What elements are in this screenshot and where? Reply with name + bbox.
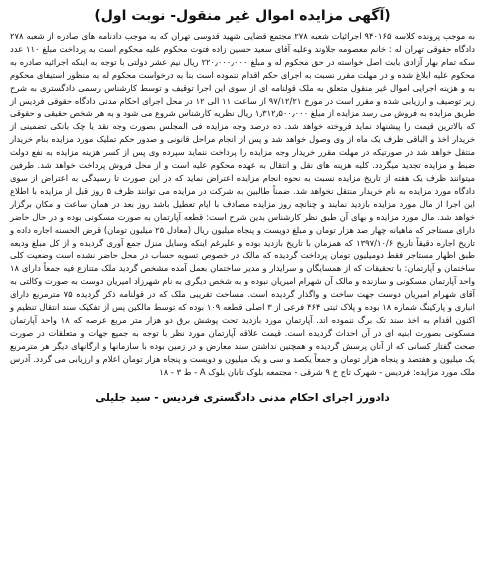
notice-body: به موجب پرونده کلاسه ۹۴۰۱۶۵ اجرائیات شعبه ۲۷۸ مجتمع قضایی شهید قدوسی تهران که به موجب دادنامه های صادره از شعبه ۲۷۸ دادگاه حقوقی تهران له : خانم معصومه جلاوند وعلیه آقای سعید حسین زاده فتوت محکوم علیه محکوم است به پرداخت مبلغ ۱۱۰ عدد سکه تمام بهار آزادی بابت اصل خواسته در حق محکوم له و مبلغ ۲۲۰٫۰۰۰٫۰۰۰ ریال نیم عشر دولتی با توجه به اینکه اجرائیه صادره به محکوم علیه ابلاغ شده و در مهلت مقرر نسبت به اجرای حکم اقدام ننموده است بنا به درخواست محکوم له به منظور استیفای محکوم به و هزینه اجرایی اموال غیر منقول متعلق به ملک قولنامه ای از سوی این اجرا توقیف و توسط کارشناس رسمی دادگستری به شرح زیر توصیف و ارزیابی شده و مقرر است در مورخ ۹۷/۱۲/۲۱ از ساعت ۱۱ الی ۱۲ در محل اجرای احکام مدنی دادگاه حقوقی فردیس از طریق مزایده به فروش می رسد مزایده از مبلغ ۱٫۳۱۲٫۵۰۰٫۰۰۰ ریال نظریه کارشناس شروع می شود و به هر شخص حقیقی و حقوقی که بالاترین قیمت را پیشنهاد نماید فروخته خواهد شد. ده درصد وجه مزایده فی المجلس بصورت وجه نقد یا چک بانکی تضمینی از خریدار اخذ و الباقی ظرف یک ماه از وی وصول خواهد شد و پس از انجام مراحل قانونی و صدور حکم تملیک مورد مزایده بنام خریدار منتقل خواهد شد در صورتیکه در مهلت مقرر خریدار وجه مزایده را پرداخت ننماید سپرده وی پس از کسر هزینه مزایده به نفع دولت ضبط و مزایده تجدید میگردد. کلیه هزینه های نقل و انتقال به عهده محکوم علیه است و از محل فروش پرداخت خواهد شد. طرفین میتوانند ظرف یک هفته از تاریخ مزایده نسبت به نحوه انجام مزایده اعتراض نماید که در این صورت تا رسیدگی به اعتراض از سوی دادگاه مورد مزایده به نام خریدار منتقل نخواهد شد. ضمناً طالبین به شرکت در مزایده می توانند ظرف ۵ روز قبل از مزایده با اطلاع این اجرا از مال مورد مزایده بازدید نمایند و چنانچه روز مزایده مصادف با ایام تعطیل باشد روز بعد در همان ساعت و مکان برگزار خواهد شد. مال مورد مزایده و بهای آن طبق نظر کارشناس بدین شرح است: قطعه آپارتمان به صورت مسکونی بوده و در حال حاضر دارای مستاجر که ماهیانه چهار صد هزار تومان و مبلغ دویست و پنجاه میلیون ریال (معادل ۲۵ میلیون تومان) قرض الحسنه اجاره داده و تاریخ اجاره دقیقاً تاریخ ۱۳۹۷/۱۰/۶ که همزمان با تاریخ بازدید بوده و علیرغم اینکه وسایل منزل جمع آوری گردیده و از کل مبلغ ودیعه طبق اظهار مستاجر فقط دومیلیون تومان پرداخت گردیده که مالک در خصوص تسویه حساب در محل حاضر نشده است وضعیت کلی ساختمان و آپارتمان: با تحقیقات که از همسایگان و سرایدار و مدیر ساختمان بعمل آمده مشخص گردید ملک متنازع فیه جمعاً دارای ۱۸ واحد آپارتمان مسکونی و سازنده و مالک آن شهرام امیریان نبوده و به شخص دیگری به نام شهرزاد امیریان دوست به صورت وکالتی به آقای شهرام امیریان دوست جهت ساخت و واگذار گردیده است. مساحت تقریبی ملک که در قولنامه ذکر گردیده ۷۵ مترمربع دارای انباری و پارکینگ شماره ۱۸ بوده و پلاک ثبتی ۴۶۴ فرعی از ۳ اصلی قطعه ۱۰۹ بوده که توسط مالکین پس از تفکیک سند انتقال تنظیم و اکنون اقدام به اخذ سند تک برگ ننموده اند. آپارتمان مورد بازدید تحت پوشش برق دو هزار متر مربع عرصه که ۱۸ واحد آپارتمان مسکونی بصورت ابنیه ای در آن احداث گردیده است. قیمت علاقه آپارتمان مورد نظر با توجه به جمیع جهات و متعلقات در صورت صحت گفتار کسانی که از آنان پرسش گردیده و همچنین نداشتن سند معارض و در زمین بوده با سازمانها و ارگانهای دیگر هر مترمربع یک میلیون و هفتصد و پنجاه هزار تومان و جمعاً یکصد و سی و یک میلیون و دویست و پنجاه هزار تومان اعلام و ارزیابی می گردد. آدرس ملک مورد مزایده: فردیس - شهرک تاج خ ۹ شرقی - مجتمعه بلوک تابان بلوک A - ط ۳ - ۱۸ (10, 31, 476, 377)
notice-title: (آگهی مزایده اموال غیر منقول- نوبت اول) (94, 8, 391, 24)
notice-signature: دادورز اجرای احکام مدنی دادگستری فردیس - سید جلیلی (95, 392, 390, 405)
